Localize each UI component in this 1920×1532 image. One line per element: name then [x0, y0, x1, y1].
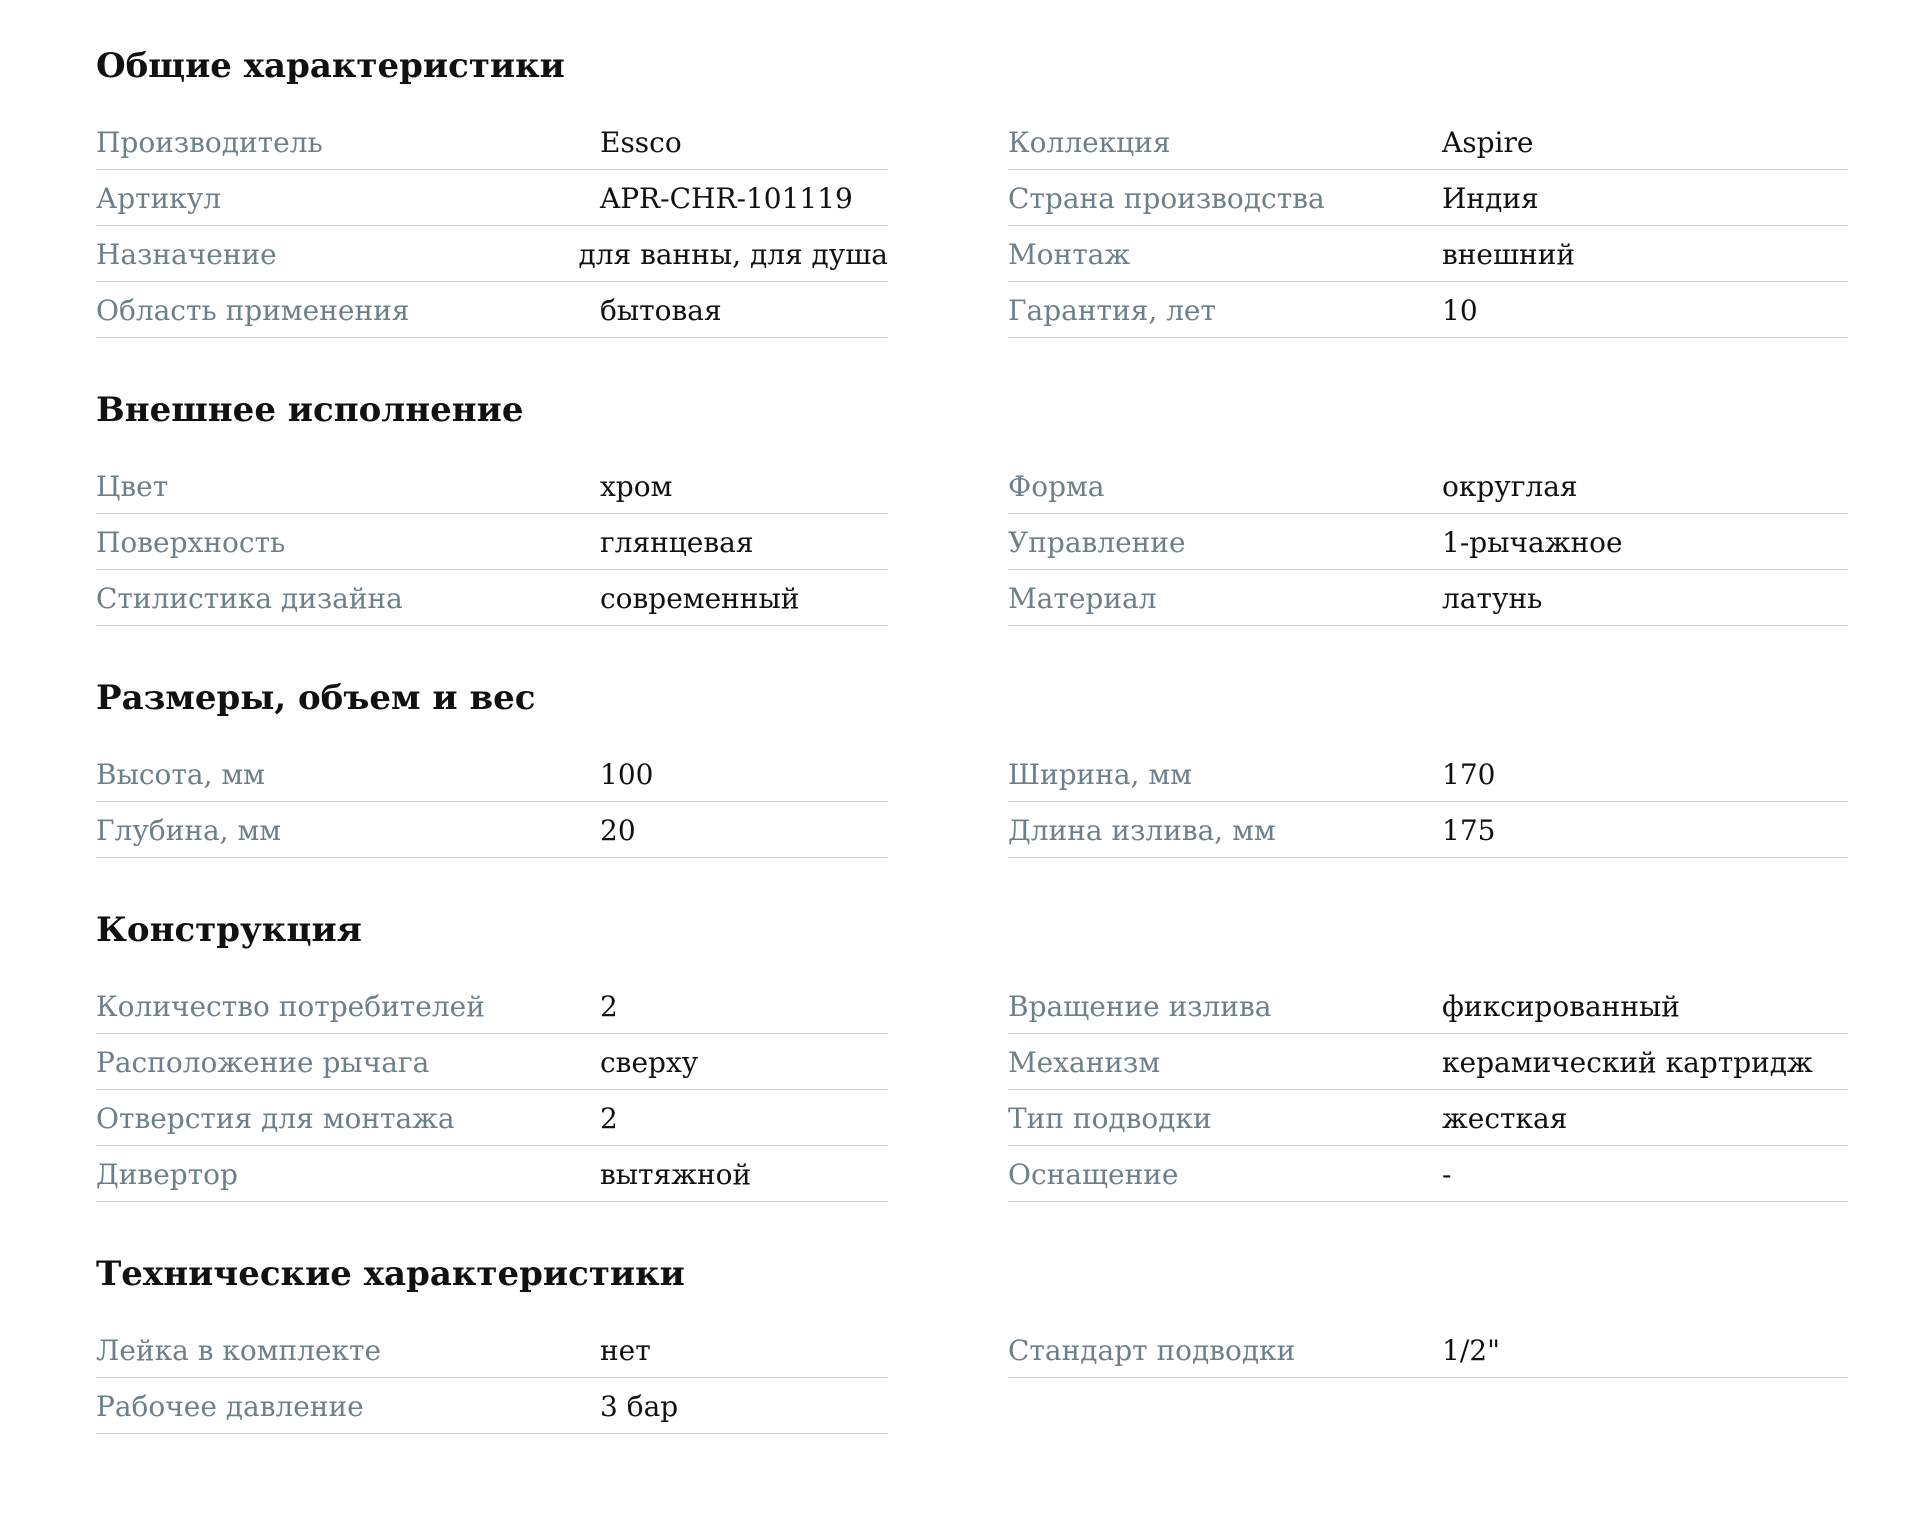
spec-value: внешний	[1442, 238, 1576, 271]
spec-row	[96, 514, 888, 570]
spec-label: Вращение излива	[1008, 990, 1272, 1023]
spec-value: латунь	[1442, 582, 1543, 615]
spec-row	[96, 226, 888, 282]
section-technical	[96, 1248, 1920, 1434]
spec-row	[1008, 978, 1848, 1034]
spec-row	[96, 1322, 888, 1378]
spec-label: Оснащение	[1008, 1158, 1179, 1191]
spec-column-right	[1008, 746, 1848, 858]
spec-row	[96, 570, 888, 626]
spec-row	[1008, 570, 1848, 626]
section-title: Конструкция	[96, 910, 362, 950]
section-appearance	[96, 384, 1920, 626]
section-title: Общие характеристики	[96, 46, 565, 86]
spec-value: 170	[1442, 758, 1496, 791]
spec-label: Артикул	[96, 182, 222, 215]
spec-value: -	[1442, 1158, 1452, 1191]
spec-value: 100	[600, 758, 654, 791]
spec-row	[96, 1378, 888, 1434]
spec-column-right	[1008, 1322, 1848, 1378]
spec-value: Индия	[1442, 182, 1539, 215]
spec-value: фиксированный	[1442, 990, 1680, 1023]
spec-label: Страна производства	[1008, 182, 1325, 215]
section-dimensions	[96, 672, 1920, 858]
spec-value: сверху	[600, 1046, 699, 1079]
spec-columns	[96, 746, 1920, 858]
spec-row	[96, 170, 888, 226]
spec-value: глянцевая	[600, 526, 754, 559]
spec-label: Производитель	[96, 126, 323, 159]
spec-column-right	[1008, 458, 1848, 626]
spec-label: Глубина, мм	[96, 814, 282, 847]
spec-label: Стандарт подводки	[1008, 1334, 1296, 1367]
spec-label: Отверстия для монтажа	[96, 1102, 455, 1135]
spec-label: Длина излива, мм	[1008, 814, 1276, 847]
spec-row	[1008, 114, 1848, 170]
spec-row	[1008, 1090, 1848, 1146]
spec-value: 2	[600, 990, 618, 1023]
spec-label: Дивертор	[96, 1158, 238, 1191]
spec-row	[1008, 226, 1848, 282]
spec-row	[1008, 802, 1848, 858]
spec-columns	[96, 978, 1920, 1202]
spec-row	[1008, 746, 1848, 802]
spec-label: Расположение рычага	[96, 1046, 430, 1079]
spec-value: Essco	[600, 126, 682, 159]
spec-label: Область применения	[96, 294, 410, 327]
spec-row	[1008, 1034, 1848, 1090]
spec-value: вытяжной	[600, 1158, 752, 1191]
spec-label: Форма	[1008, 470, 1105, 503]
spec-value: хром	[600, 470, 673, 503]
spec-label: Поверхность	[96, 526, 286, 559]
spec-column-left	[96, 1322, 888, 1434]
spec-value: APR-CHR-101119	[600, 182, 853, 215]
spec-columns	[96, 458, 1920, 626]
spec-value: округлая	[1442, 470, 1578, 503]
spec-label: Управление	[1008, 526, 1186, 559]
spec-label: Назначение	[96, 238, 277, 271]
spec-value: 1-рычажное	[1442, 526, 1623, 559]
spec-column-left	[96, 978, 888, 1202]
spec-row	[96, 458, 888, 514]
spec-label: Гарантия, лет	[1008, 294, 1216, 327]
spec-value: 20	[600, 814, 636, 847]
spec-value: 3 бар	[600, 1390, 679, 1423]
spec-row	[96, 114, 888, 170]
spec-label: Тип подводки	[1008, 1102, 1212, 1135]
spec-label: Монтаж	[1008, 238, 1131, 271]
spec-row	[96, 1034, 888, 1090]
spec-label: Ширина, мм	[1008, 758, 1192, 791]
spec-label: Высота, мм	[96, 758, 265, 791]
spec-column-left	[96, 458, 888, 626]
section-title: Внешнее исполнение	[96, 390, 524, 430]
spec-row	[96, 746, 888, 802]
spec-label: Коллекция	[1008, 126, 1171, 159]
spec-value: жесткая	[1442, 1102, 1568, 1135]
section-general	[96, 40, 1920, 338]
section-construction	[96, 904, 1920, 1202]
spec-row	[1008, 1322, 1848, 1378]
spec-label: Материал	[1008, 582, 1157, 615]
spec-row	[96, 282, 888, 338]
spec-columns	[96, 1322, 1920, 1434]
spec-column-left	[96, 746, 888, 858]
spec-label: Лейка в комплекте	[96, 1334, 382, 1367]
section-title: Размеры, объем и вес	[96, 678, 536, 718]
spec-column-right	[1008, 978, 1848, 1202]
spec-columns	[96, 114, 1920, 338]
spec-row	[1008, 282, 1848, 338]
spec-row	[1008, 458, 1848, 514]
spec-row	[96, 802, 888, 858]
spec-row	[96, 978, 888, 1034]
spec-value: нет	[600, 1334, 651, 1367]
spec-label: Количество потребителей	[96, 990, 485, 1023]
spec-value: 1/2"	[1442, 1334, 1500, 1367]
spec-value: 10	[1442, 294, 1478, 327]
spec-value: для ванны, для душа	[578, 238, 888, 271]
section-title: Технические характеристики	[96, 1254, 685, 1294]
spec-label: Механизм	[1008, 1046, 1161, 1079]
spec-value: керамический картридж	[1442, 1046, 1813, 1079]
spec-value: бытовая	[600, 294, 722, 327]
spec-row	[1008, 170, 1848, 226]
spec-label: Цвет	[96, 470, 169, 503]
spec-column-right	[1008, 114, 1848, 338]
spec-row	[1008, 1146, 1848, 1202]
spec-row	[96, 1090, 888, 1146]
spec-row	[1008, 514, 1848, 570]
spec-value: 2	[600, 1102, 618, 1135]
spec-value: 175	[1442, 814, 1496, 847]
spec-column-left	[96, 114, 888, 338]
spec-label: Стилистика дизайна	[96, 582, 403, 615]
spec-label: Рабочее давление	[96, 1390, 364, 1423]
spec-value: современный	[600, 582, 800, 615]
spec-row	[96, 1146, 888, 1202]
spec-value: Aspire	[1442, 126, 1534, 159]
